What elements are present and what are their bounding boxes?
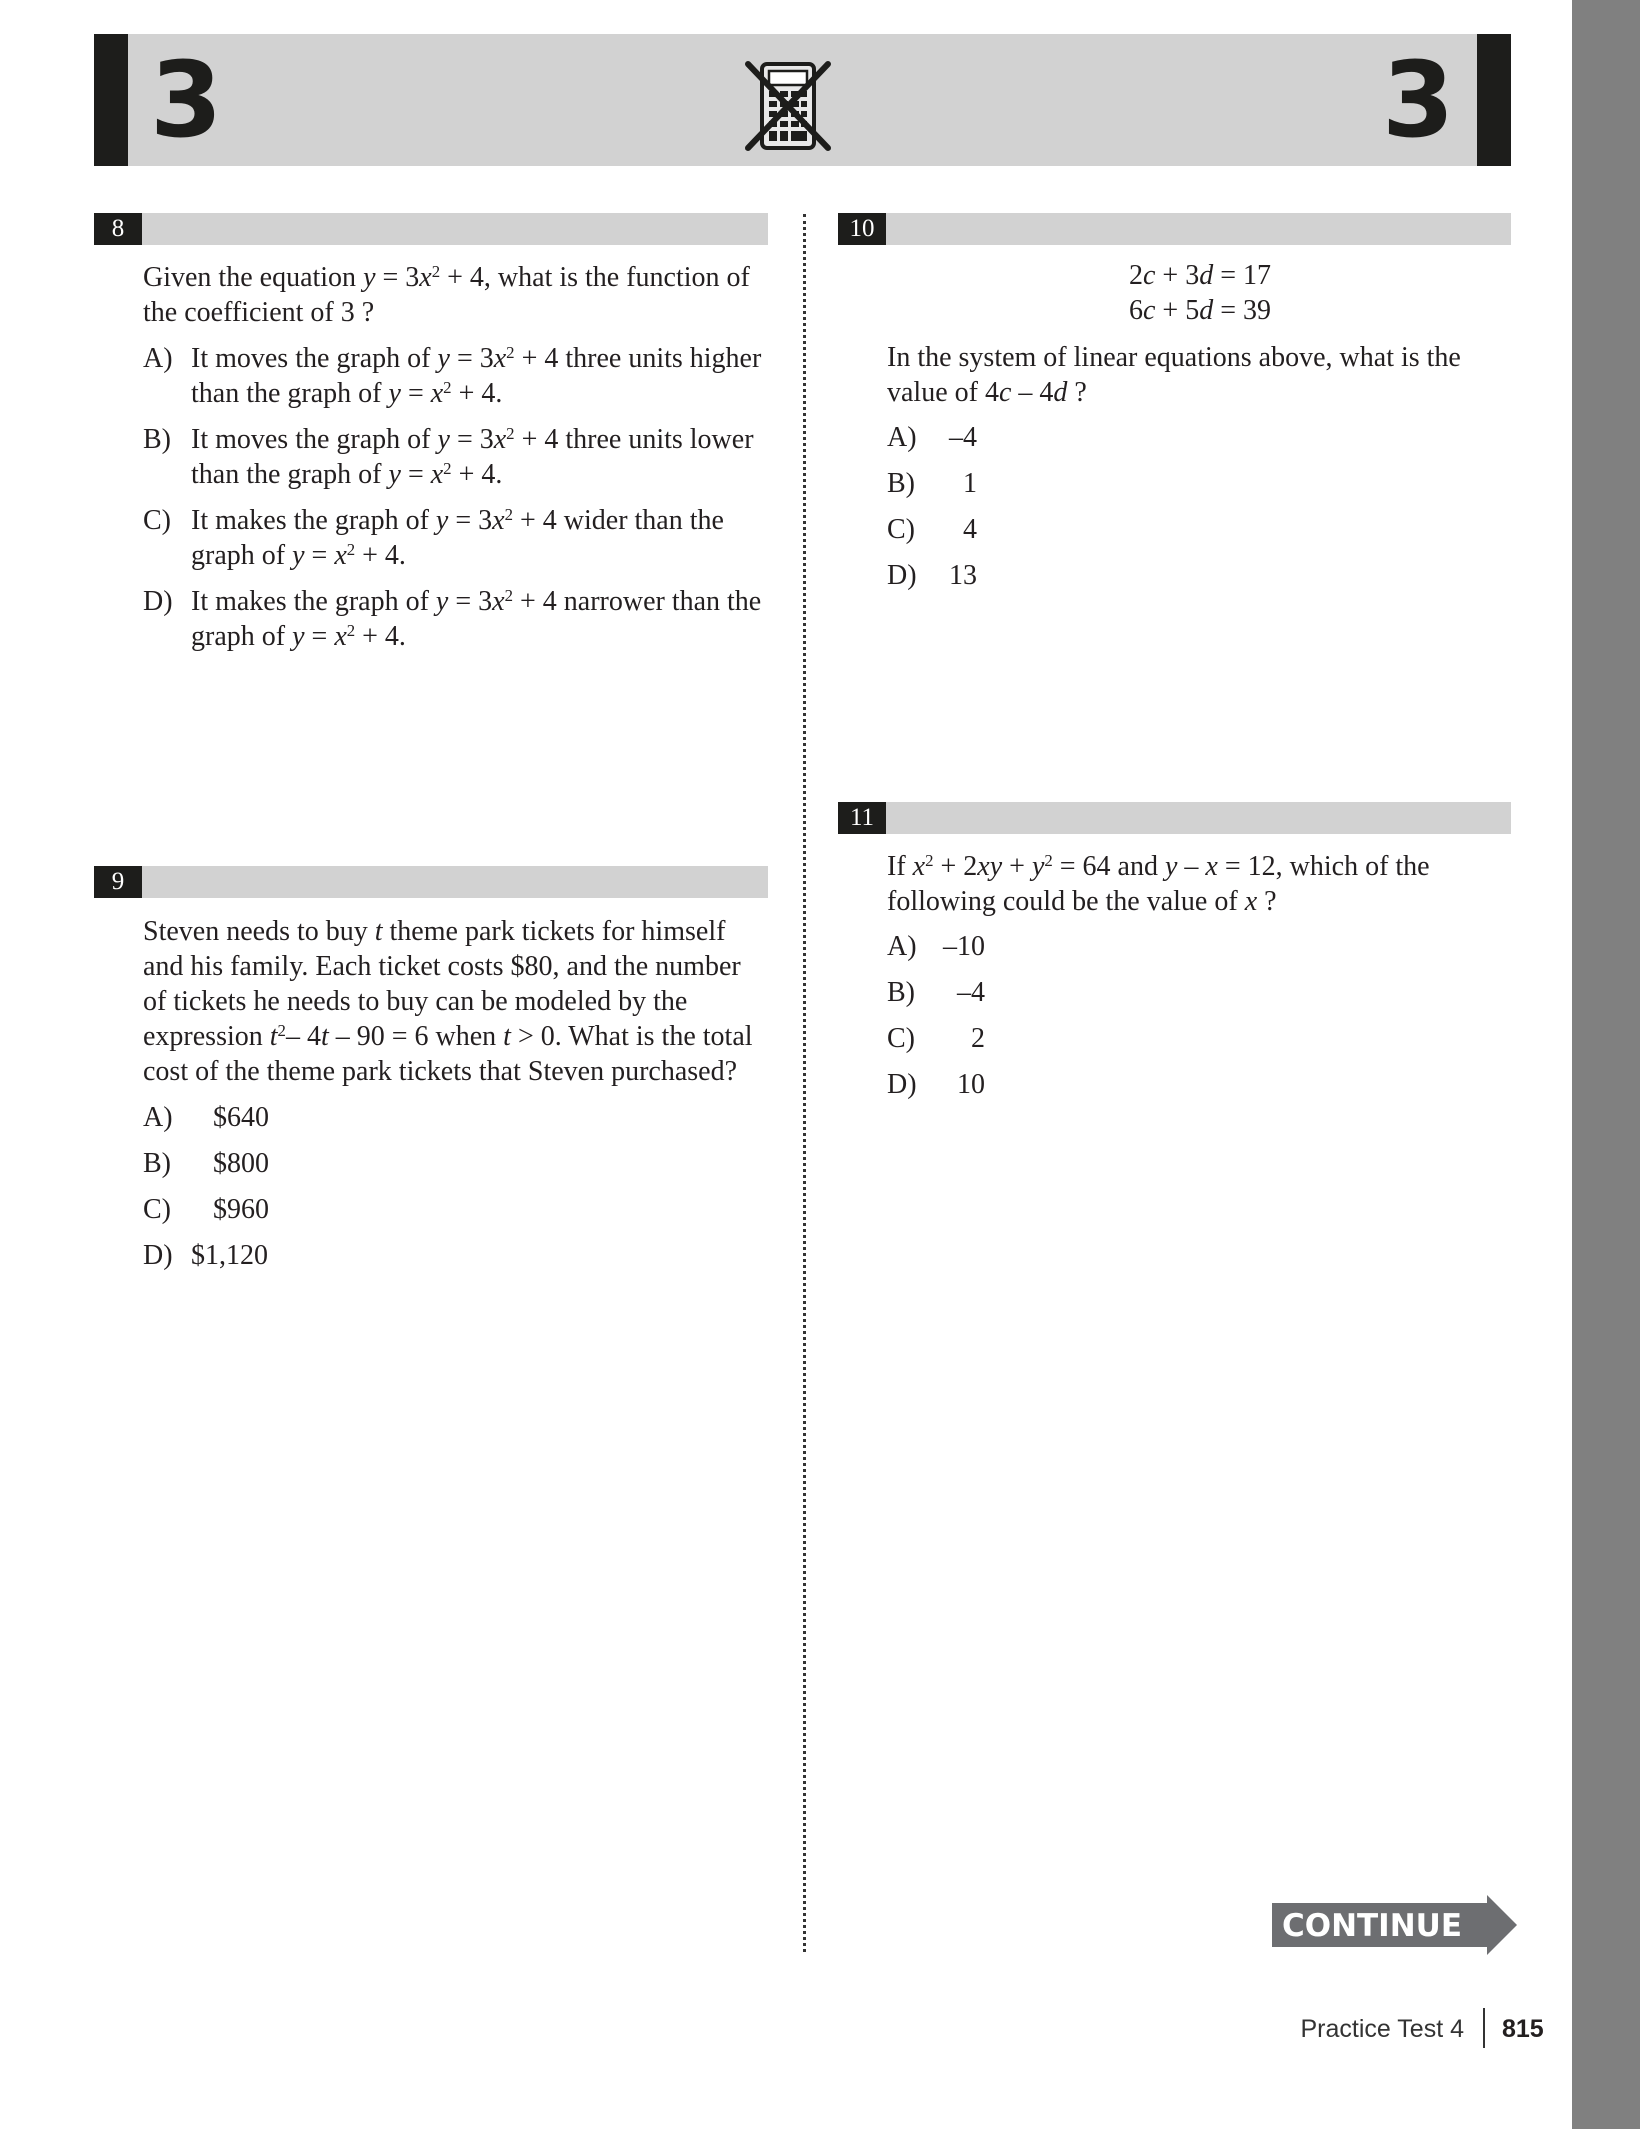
question-number: 9 — [94, 866, 142, 898]
answer-choice-c[interactable] — [887, 1021, 1087, 1056]
choice-letter: C) — [143, 1194, 171, 1225]
choice-letter: D) — [887, 1069, 917, 1100]
choice-text: –10 — [943, 931, 985, 962]
column-divider — [803, 214, 806, 1952]
question-8-choices — [143, 341, 763, 665]
question-10-stem — [887, 340, 1511, 410]
header-left-bar — [94, 34, 128, 166]
question-8-stem — [143, 260, 773, 330]
choice-text: 13 — [949, 560, 977, 591]
question-number: 10 — [838, 213, 886, 245]
question-11-choices — [887, 929, 1087, 1113]
answer-choice-d[interactable] — [143, 584, 763, 654]
answer-choice-a[interactable] — [143, 1100, 443, 1135]
choice-text: 4 — [963, 514, 977, 545]
answer-choice-b[interactable] — [887, 466, 1087, 501]
choice-letter: D) — [143, 586, 173, 617]
section-number-left: 3 — [150, 39, 223, 161]
choice-letter: B) — [143, 1148, 171, 1179]
choice-text: It makes the graph of $y = 3x^2 + 4$ wider than the graph of $y = x^2 + 4$. — [191, 504, 724, 571]
choice-letter: A) — [143, 343, 173, 374]
page-number: 815 — [1502, 2015, 1544, 2043]
choice-text: 1 — [963, 468, 977, 499]
question-stem-text: If $x^2 + 2xy + y^2 = 64$ and y – x = 12, which of the following could be the value of x ? — [887, 850, 1430, 917]
footer-separator — [1483, 2008, 1485, 2048]
choice-letter: A) — [887, 422, 917, 453]
question-10-header — [838, 213, 1511, 245]
choice-letter: B) — [143, 424, 171, 455]
answer-choice-a[interactable] — [887, 420, 1087, 455]
answer-choice-b[interactable] — [887, 975, 1087, 1010]
choice-text: $1,120 — [191, 1240, 268, 1271]
choice-text: –4 — [949, 422, 977, 453]
choice-text: It moves the graph of $y = 3x^2 + 4$ three units lower than the graph of $y = x^2 + 4$. — [191, 423, 754, 490]
footer-label: Practice Test 4 — [1300, 2015, 1464, 2043]
choice-text: 2 — [971, 1023, 985, 1054]
answer-choice-b[interactable] — [143, 1146, 443, 1181]
question-number: 8 — [94, 213, 142, 245]
question-9-header — [94, 866, 768, 898]
answer-choice-b[interactable] — [143, 422, 763, 492]
choice-text: It makes the graph of $y = 3x^2 + 4$ narrower than the graph of $y = x^2 + 4$. — [191, 585, 762, 652]
answer-choice-d[interactable] — [887, 1067, 1087, 1102]
section-number-right: 3 — [1382, 39, 1455, 161]
question-11-header — [838, 802, 1511, 834]
choice-letter: B) — [887, 977, 915, 1008]
choice-text: $960 — [213, 1194, 269, 1225]
choice-letter: B) — [887, 468, 915, 499]
choice-text: 10 — [957, 1069, 985, 1100]
choice-text: –4 — [957, 977, 985, 1008]
continue-label: CONTINUE — [1281, 1908, 1463, 1944]
choice-letter: A) — [887, 931, 917, 962]
question-11-stem — [887, 849, 1511, 919]
answer-choice-c[interactable] — [143, 503, 763, 573]
question-number: 11 — [838, 802, 886, 834]
choice-letter: C) — [887, 1023, 915, 1054]
choice-letter: D) — [887, 560, 917, 591]
answer-choice-c[interactable] — [887, 512, 1087, 547]
question-9-stem — [143, 914, 767, 1089]
answer-choice-d[interactable] — [887, 558, 1087, 593]
choice-letter: D) — [143, 1240, 173, 1271]
choice-letter: C) — [143, 505, 171, 536]
question-8-header — [94, 213, 768, 245]
answer-choice-c[interactable] — [143, 1192, 443, 1227]
answer-choice-a[interactable] — [143, 341, 763, 411]
page-edge-strip — [1572, 0, 1640, 2129]
question-stem-text: Steven needs to buy t theme park tickets for himself and his family. Each ticket costs $80, and the number of tickets he needs to buy can be modeled by the expression $t^2-$ 4t – 90 = 6 when t > 0. What is the total cost of the theme park tickets that Steven purchased? — [143, 916, 753, 1087]
equation-line-1: 2c + 3d = 17 — [1128, 260, 1272, 291]
answer-choice-d[interactable] — [143, 1238, 443, 1273]
question-10-choices — [887, 420, 1087, 604]
equation-system — [1060, 258, 1340, 328]
equation-line-2: 6c + 5d = 39 — [1128, 295, 1272, 326]
question-stem-text: In the system of linear equations above, what is the value of 4c – 4d ? — [887, 342, 1461, 408]
question-stem-text: Given the equation $y = 3x^2 + 4$, what is the function of the coefficient of 3 ? — [143, 261, 750, 328]
header-right-bar — [1477, 34, 1511, 166]
choice-letter: C) — [887, 514, 915, 545]
choice-text: $640 — [213, 1102, 269, 1133]
answer-choice-a[interactable] — [887, 929, 1087, 964]
choice-text: $800 — [213, 1148, 269, 1179]
question-9-choices — [143, 1100, 443, 1284]
choice-text: It moves the graph of $y = 3x^2 + 4$ three units higher than the graph of $y = x^2 + 4$. — [191, 342, 762, 409]
choice-letter: A) — [143, 1102, 173, 1133]
no-calculator-icon — [740, 58, 836, 154]
